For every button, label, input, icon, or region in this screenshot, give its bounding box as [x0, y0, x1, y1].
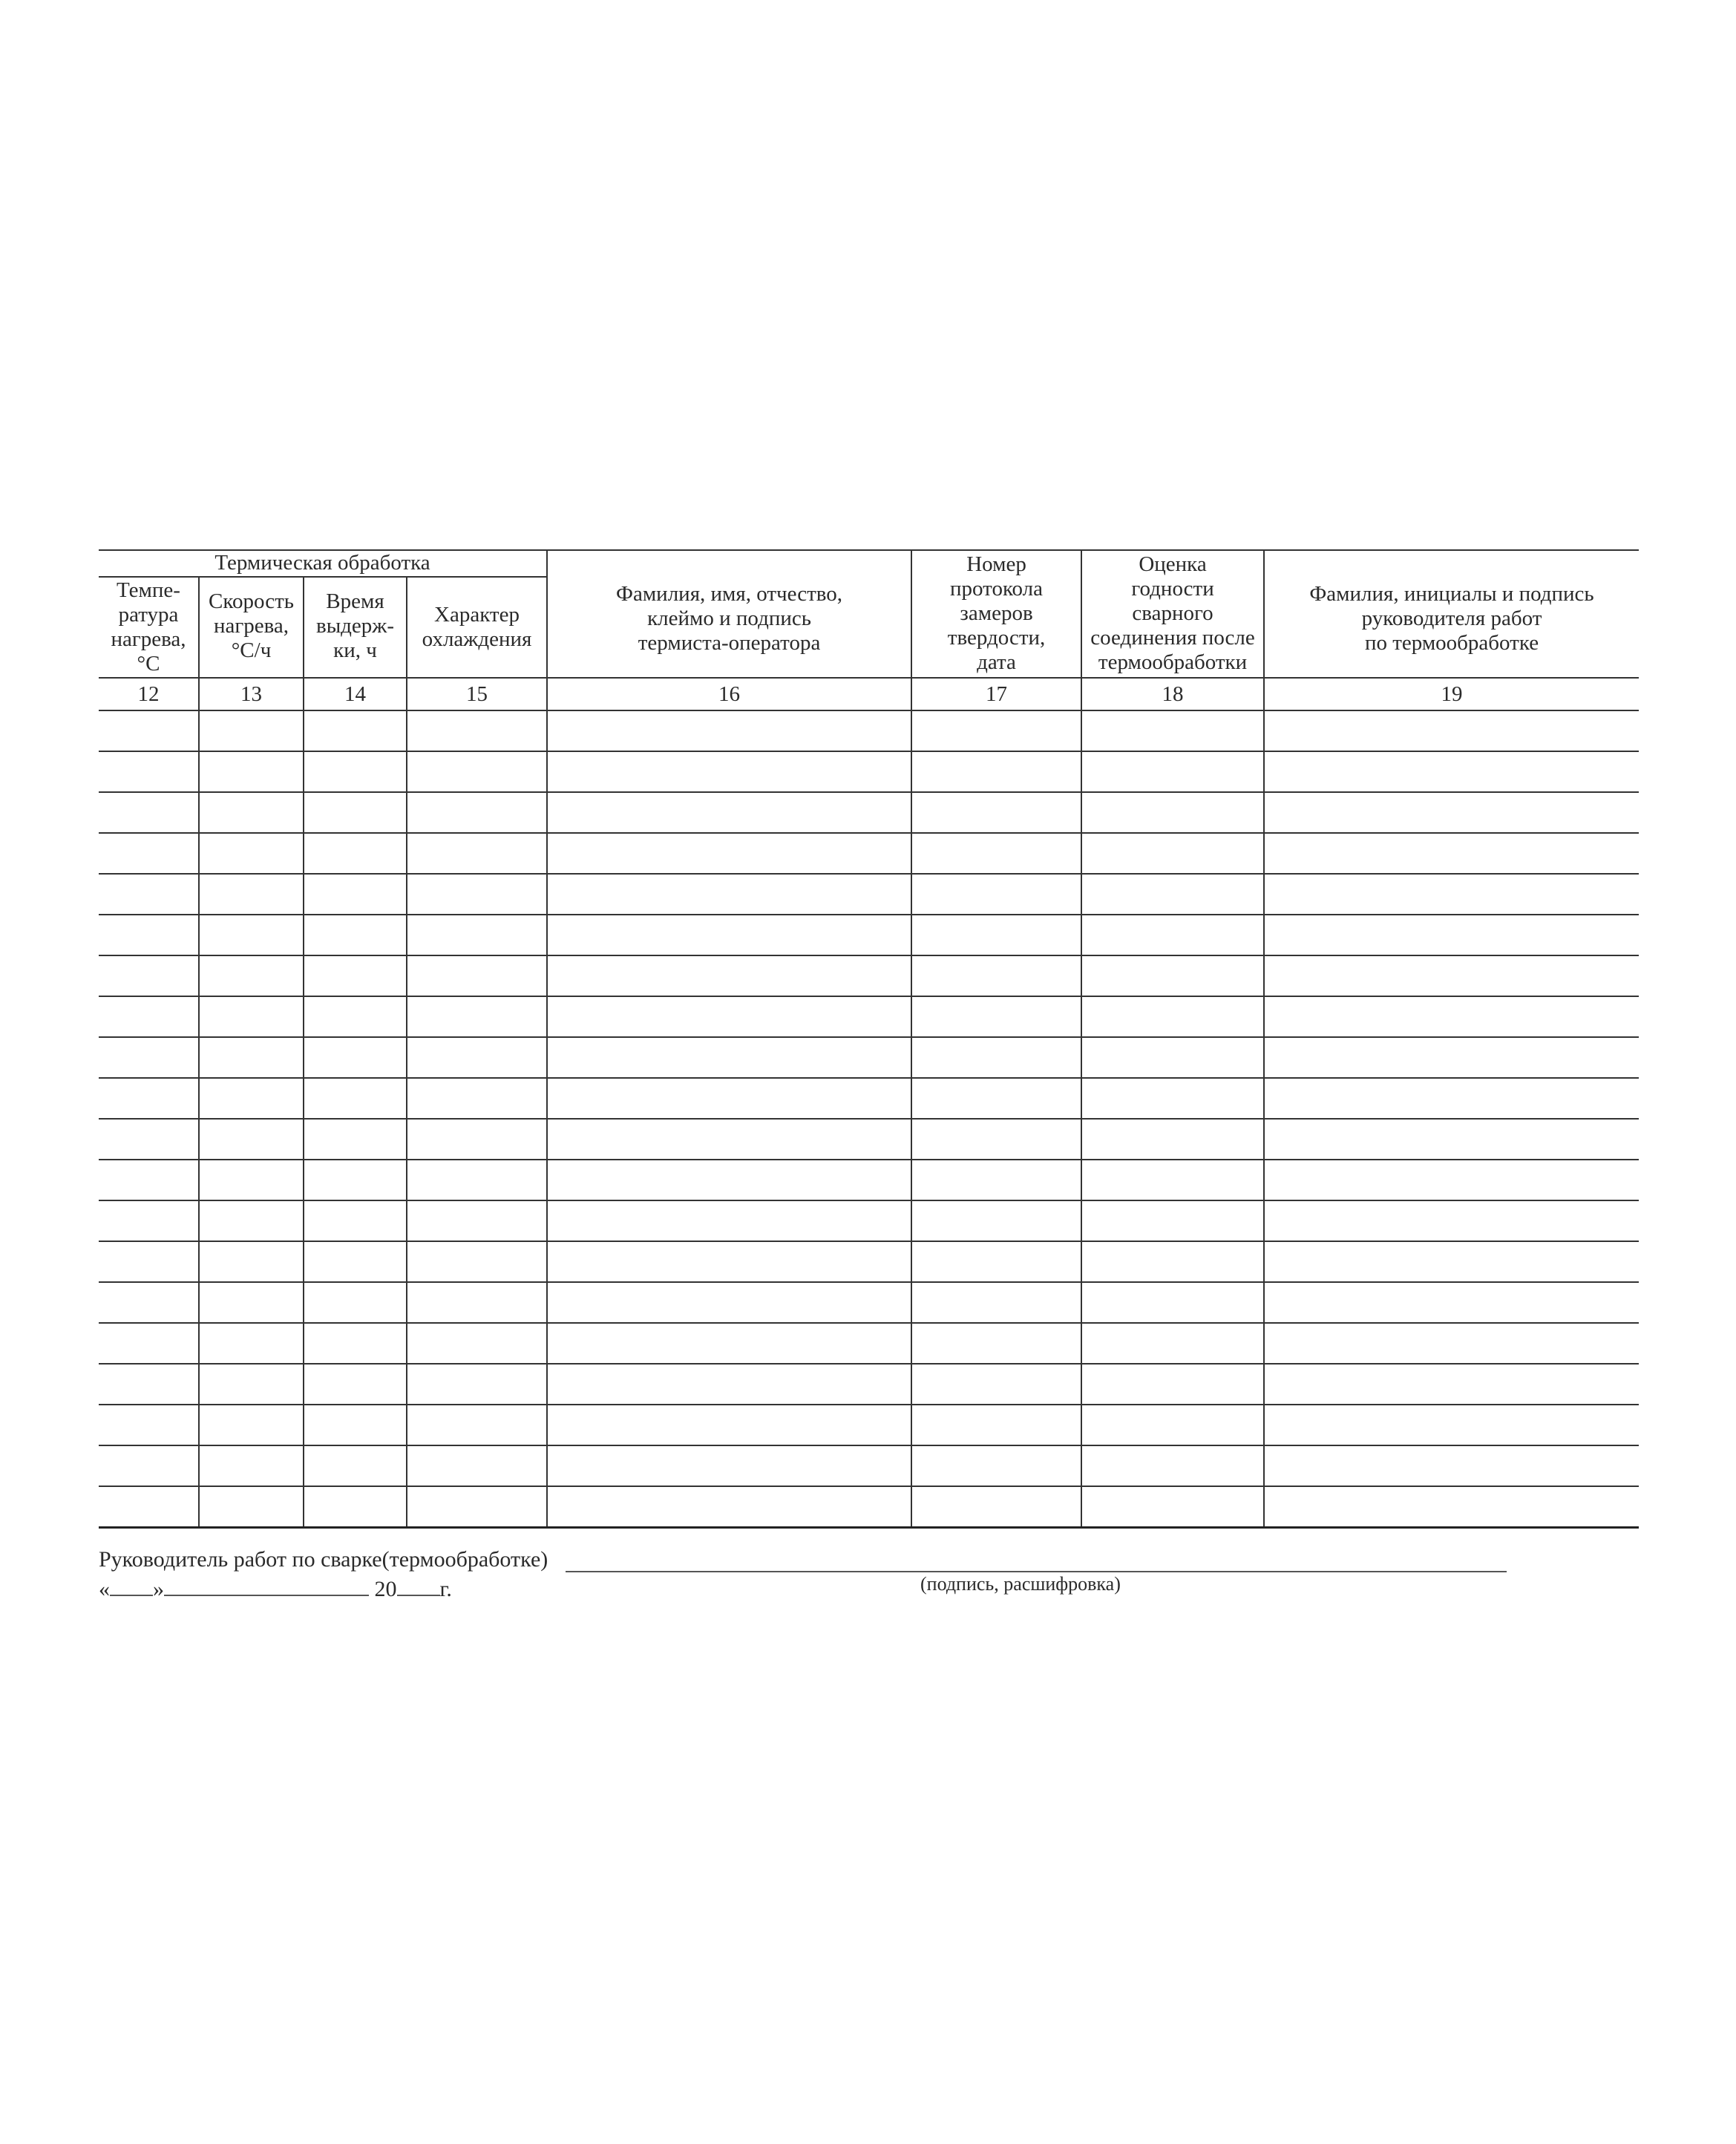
table-cell-col-13[interactable]	[199, 996, 304, 1037]
table-cell-col-16[interactable]	[547, 874, 911, 915]
table-cell-col-12[interactable]	[99, 1405, 199, 1445]
table-cell-col-12[interactable]	[99, 915, 199, 955]
date-open-quote: «	[99, 1577, 110, 1601]
table-cell-col-19[interactable]	[1264, 1241, 1639, 1282]
table-cell-col-14[interactable]	[304, 833, 407, 874]
table-cell-col-19[interactable]	[1264, 1405, 1639, 1445]
table-cell-col-12[interactable]	[99, 833, 199, 874]
table-row	[99, 710, 1639, 751]
table-row	[99, 1364, 1639, 1405]
table-cell-col-12[interactable]	[99, 710, 199, 751]
table-cell-col-16[interactable]	[547, 833, 911, 874]
table-cell-col-17[interactable]	[911, 1200, 1081, 1241]
table-cell-col-13[interactable]	[199, 1282, 304, 1323]
table-cell-col-18[interactable]	[1081, 1037, 1264, 1078]
table-cell-col-13[interactable]	[199, 833, 304, 874]
table-cell-col-18[interactable]	[1081, 996, 1264, 1037]
table-row	[99, 1160, 1639, 1200]
table-cell-col-13[interactable]	[199, 1486, 304, 1528]
table-cell-col-12[interactable]	[99, 1037, 199, 1078]
table-cell-col-12[interactable]	[99, 996, 199, 1037]
table-cell-col-18[interactable]	[1081, 751, 1264, 792]
table-cell-col-13[interactable]	[199, 1078, 304, 1119]
table-cell-col-19[interactable]	[1264, 1160, 1639, 1200]
date-close-quote: »	[153, 1577, 164, 1601]
table-cell-col-19[interactable]	[1264, 1037, 1639, 1078]
table-cell-col-15[interactable]	[407, 874, 547, 915]
table-cell-col-19[interactable]	[1264, 792, 1639, 833]
table-cell-col-14[interactable]	[304, 1282, 407, 1323]
table-cell-col-18[interactable]	[1081, 1200, 1264, 1241]
table-cell-col-14[interactable]	[304, 1323, 407, 1364]
table-cell-col-12[interactable]	[99, 1200, 199, 1241]
table-cell-col-17[interactable]	[911, 874, 1081, 915]
table-cell-col-19[interactable]	[1264, 751, 1639, 792]
table-cell-col-14[interactable]	[304, 1405, 407, 1445]
table-cell-col-17[interactable]	[911, 710, 1081, 751]
table-cell-col-13[interactable]	[199, 874, 304, 915]
table-cell-col-16[interactable]	[547, 1486, 911, 1528]
table-cell-col-15[interactable]	[407, 915, 547, 955]
table-cell-col-18[interactable]	[1081, 1405, 1264, 1445]
table-cell-col-12[interactable]	[99, 751, 199, 792]
table-cell-col-17[interactable]	[911, 996, 1081, 1037]
table-row	[99, 1119, 1639, 1160]
table-cell-col-16[interactable]	[547, 915, 911, 955]
col-header-15: Характер охлаждения	[407, 577, 547, 678]
table-cell-col-13[interactable]	[199, 1445, 304, 1486]
table-cell-col-15[interactable]	[407, 1200, 547, 1241]
table-cell-col-17[interactable]	[911, 1323, 1081, 1364]
year-field[interactable]	[397, 1575, 440, 1596]
table-cell-col-18[interactable]	[1081, 1282, 1264, 1323]
table-cell-col-14[interactable]	[304, 1200, 407, 1241]
col-number-18: 18	[1081, 678, 1264, 710]
table-cell-col-14[interactable]	[304, 1241, 407, 1282]
year-prefix: 20	[374, 1577, 397, 1601]
table-cell-col-15[interactable]	[407, 833, 547, 874]
table-cell-col-12[interactable]	[99, 1241, 199, 1282]
table-cell-col-16[interactable]	[547, 1200, 911, 1241]
table-cell-col-18[interactable]	[1081, 1445, 1264, 1486]
table-cell-col-14[interactable]	[304, 955, 407, 996]
table-cell-col-12[interactable]	[99, 792, 199, 833]
table-cell-col-17[interactable]	[911, 1160, 1081, 1200]
table-cell-col-12[interactable]	[99, 1078, 199, 1119]
table-cell-col-19[interactable]	[1264, 874, 1639, 915]
table-cell-col-14[interactable]	[304, 1037, 407, 1078]
table-cell-col-16[interactable]	[547, 996, 911, 1037]
table-row	[99, 996, 1639, 1037]
table-cell-col-16[interactable]	[547, 1078, 911, 1119]
table-cell-col-19[interactable]	[1264, 996, 1639, 1037]
supervisor-label: Руководитель работ по сварке(термообработке)	[99, 1547, 548, 1572]
table-cell-col-15[interactable]	[407, 1486, 547, 1528]
table-cell-col-15[interactable]	[407, 1364, 547, 1405]
table-cell-col-16[interactable]	[547, 1119, 911, 1160]
year-suffix: г.	[439, 1577, 452, 1601]
table-cell-col-16[interactable]	[547, 1364, 911, 1405]
table-cell-col-17[interactable]	[911, 1445, 1081, 1486]
table-cell-col-17[interactable]	[911, 751, 1081, 792]
table-cell-col-19[interactable]	[1264, 1323, 1639, 1364]
table-cell-col-14[interactable]	[304, 710, 407, 751]
table-cell-col-14[interactable]	[304, 1364, 407, 1405]
table-cell-col-17[interactable]	[911, 1078, 1081, 1119]
table-cell-col-14[interactable]	[304, 1078, 407, 1119]
col-number-19: 19	[1264, 678, 1639, 710]
table-cell-col-19[interactable]	[1264, 833, 1639, 874]
table-cell-col-19[interactable]	[1264, 1200, 1639, 1241]
col-header-13: Скорость нагрева, °С/ч	[199, 577, 304, 678]
table-cell-col-13[interactable]	[199, 1405, 304, 1445]
col-number-14: 14	[304, 678, 407, 710]
table-cell-col-18[interactable]	[1081, 1160, 1264, 1200]
col-header-18: Оценка годности сварного соединения после термообработки	[1081, 550, 1264, 678]
table-body	[99, 710, 1639, 1528]
table-cell-col-12[interactable]	[99, 1445, 199, 1486]
table-cell-col-13[interactable]	[199, 710, 304, 751]
col-header-17: Номер протокола замеров твердости, дата	[911, 550, 1081, 678]
table-cell-col-14[interactable]	[304, 751, 407, 792]
table-cell-col-16[interactable]	[547, 1241, 911, 1282]
table-cell-col-18[interactable]	[1081, 833, 1264, 874]
table-cell-col-19[interactable]	[1264, 1486, 1639, 1528]
table-cell-col-19[interactable]	[1264, 1364, 1639, 1405]
table-cell-col-12[interactable]	[99, 1323, 199, 1364]
table-cell-col-15[interactable]	[407, 1282, 547, 1323]
signature-field[interactable]	[566, 1571, 1507, 1572]
table-cell-col-15[interactable]	[407, 1119, 547, 1160]
col-header-19: Фамилия, инициалы и подпись руководителя работ по термообработке	[1264, 550, 1639, 678]
table-cell-col-13[interactable]	[199, 792, 304, 833]
table-row	[99, 1037, 1639, 1078]
table-cell-col-12[interactable]	[99, 1160, 199, 1200]
group-header-heat-treatment: Термическая обработка	[99, 550, 547, 577]
table-cell-col-15[interactable]	[407, 1160, 547, 1200]
table-row	[99, 955, 1639, 996]
table-row	[99, 1323, 1639, 1364]
table-row	[99, 833, 1639, 874]
table-cell-col-19[interactable]	[1264, 955, 1639, 996]
table-cell-col-18[interactable]	[1081, 874, 1264, 915]
table-row	[99, 1241, 1639, 1282]
table-cell-col-12[interactable]	[99, 1282, 199, 1323]
table-cell-col-15[interactable]	[407, 1241, 547, 1282]
table-cell-col-15[interactable]	[407, 996, 547, 1037]
table-cell-col-15[interactable]	[407, 1405, 547, 1445]
col-header-16: Фамилия, имя, отчество, клеймо и подпись термиста-оператора	[547, 550, 911, 678]
table-cell-col-14[interactable]	[304, 996, 407, 1037]
table-cell-col-17[interactable]	[911, 1037, 1081, 1078]
table-cell-col-16[interactable]	[547, 1282, 911, 1323]
table-cell-col-14[interactable]	[304, 1486, 407, 1528]
table-cell-col-15[interactable]	[407, 751, 547, 792]
table-cell-col-16[interactable]	[547, 1323, 911, 1364]
table-cell-col-12[interactable]	[99, 955, 199, 996]
col-number-13: 13	[199, 678, 304, 710]
table-cell-col-14[interactable]	[304, 874, 407, 915]
table-cell-col-15[interactable]	[407, 1445, 547, 1486]
table-row	[99, 751, 1639, 792]
table-cell-col-17[interactable]	[911, 1282, 1081, 1323]
table-cell-col-13[interactable]	[199, 1200, 304, 1241]
table-cell-col-19[interactable]	[1264, 915, 1639, 955]
table-cell-col-17[interactable]	[911, 915, 1081, 955]
table-cell-col-16[interactable]	[547, 1405, 911, 1445]
table-cell-col-15[interactable]	[407, 1078, 547, 1119]
table-row	[99, 915, 1639, 955]
table-cell-col-18[interactable]	[1081, 710, 1264, 751]
table-cell-col-14[interactable]	[304, 1160, 407, 1200]
table-cell-col-14[interactable]	[304, 1445, 407, 1486]
table-cell-col-13[interactable]	[199, 1364, 304, 1405]
table-cell-col-16[interactable]	[547, 955, 911, 996]
table-cell-col-16[interactable]	[547, 1160, 911, 1200]
col-header-14: Время выдерж- ки, ч	[304, 577, 407, 678]
col-number-12: 12	[99, 678, 199, 710]
table-cell-col-18[interactable]	[1081, 1323, 1264, 1364]
table-cell-col-19[interactable]	[1264, 1078, 1639, 1119]
table-cell-col-18[interactable]	[1081, 1241, 1264, 1282]
table-row	[99, 1282, 1639, 1323]
table-cell-col-15[interactable]	[407, 955, 547, 996]
table-row	[99, 1405, 1639, 1445]
table-cell-col-18[interactable]	[1081, 915, 1264, 955]
table-cell-col-14[interactable]	[304, 915, 407, 955]
table-cell-col-12[interactable]	[99, 874, 199, 915]
date-line	[99, 1575, 452, 1602]
table-cell-col-16[interactable]	[547, 1037, 911, 1078]
table-cell-col-13[interactable]	[199, 751, 304, 792]
table-cell-col-17[interactable]	[911, 792, 1081, 833]
table-cell-col-18[interactable]	[1081, 1078, 1264, 1119]
table-cell-col-15[interactable]	[407, 792, 547, 833]
table-row	[99, 1200, 1639, 1241]
table-cell-col-16[interactable]	[547, 792, 911, 833]
table-cell-col-14[interactable]	[304, 1119, 407, 1160]
table-cell-col-12[interactable]	[99, 1364, 199, 1405]
table-cell-col-16[interactable]	[547, 1445, 911, 1486]
col-header-12: Темпе- ратура нагрева, °С	[99, 577, 199, 678]
col-number-16: 16	[547, 678, 911, 710]
month-field[interactable]	[164, 1575, 369, 1596]
table-cell-col-18[interactable]	[1081, 1364, 1264, 1405]
table-cell-col-19[interactable]	[1264, 1119, 1639, 1160]
table-cell-col-13[interactable]	[199, 1160, 304, 1200]
col-number-15: 15	[407, 678, 547, 710]
table-row	[99, 792, 1639, 833]
table-cell-col-18[interactable]	[1081, 1486, 1264, 1528]
table-cell-col-17[interactable]	[911, 1241, 1081, 1282]
table-cell-col-17[interactable]	[911, 1119, 1081, 1160]
table-cell-col-12[interactable]	[99, 1486, 199, 1528]
col-number-17: 17	[911, 678, 1081, 710]
table-row	[99, 1486, 1639, 1528]
table-cell-col-19[interactable]	[1264, 710, 1639, 751]
table-cell-col-16[interactable]	[547, 710, 911, 751]
table-cell-col-18[interactable]	[1081, 792, 1264, 833]
table-row	[99, 1078, 1639, 1119]
signature-caption: (подпись, расшифровка)	[920, 1573, 1121, 1595]
table-cell-col-13[interactable]	[199, 1323, 304, 1364]
table-cell-col-13[interactable]	[199, 1119, 304, 1160]
day-field[interactable]	[110, 1575, 153, 1596]
table-cell-col-13[interactable]	[199, 915, 304, 955]
table-cell-col-13[interactable]	[199, 1241, 304, 1282]
table-cell-col-12[interactable]	[99, 1119, 199, 1160]
table-row	[99, 1445, 1639, 1486]
table-cell-col-17[interactable]	[911, 1364, 1081, 1405]
table-cell-col-18[interactable]	[1081, 1119, 1264, 1160]
table-cell-col-16[interactable]	[547, 751, 911, 792]
table-cell-col-15[interactable]	[407, 1037, 547, 1078]
table-cell-col-18[interactable]	[1081, 955, 1264, 996]
table-cell-col-17[interactable]	[911, 833, 1081, 874]
table-cell-col-14[interactable]	[304, 792, 407, 833]
table-cell-col-13[interactable]	[199, 955, 304, 996]
table-cell-col-15[interactable]	[407, 1323, 547, 1364]
table-cell-col-17[interactable]	[911, 955, 1081, 996]
table-cell-col-13[interactable]	[199, 1037, 304, 1078]
table-cell-col-19[interactable]	[1264, 1282, 1639, 1323]
heat-treatment-table	[99, 549, 1639, 1529]
table-row	[99, 874, 1639, 915]
table-cell-col-17[interactable]	[911, 1405, 1081, 1445]
table-cell-col-19[interactable]	[1264, 1445, 1639, 1486]
table-cell-col-15[interactable]	[407, 710, 547, 751]
table-cell-col-17[interactable]	[911, 1486, 1081, 1528]
